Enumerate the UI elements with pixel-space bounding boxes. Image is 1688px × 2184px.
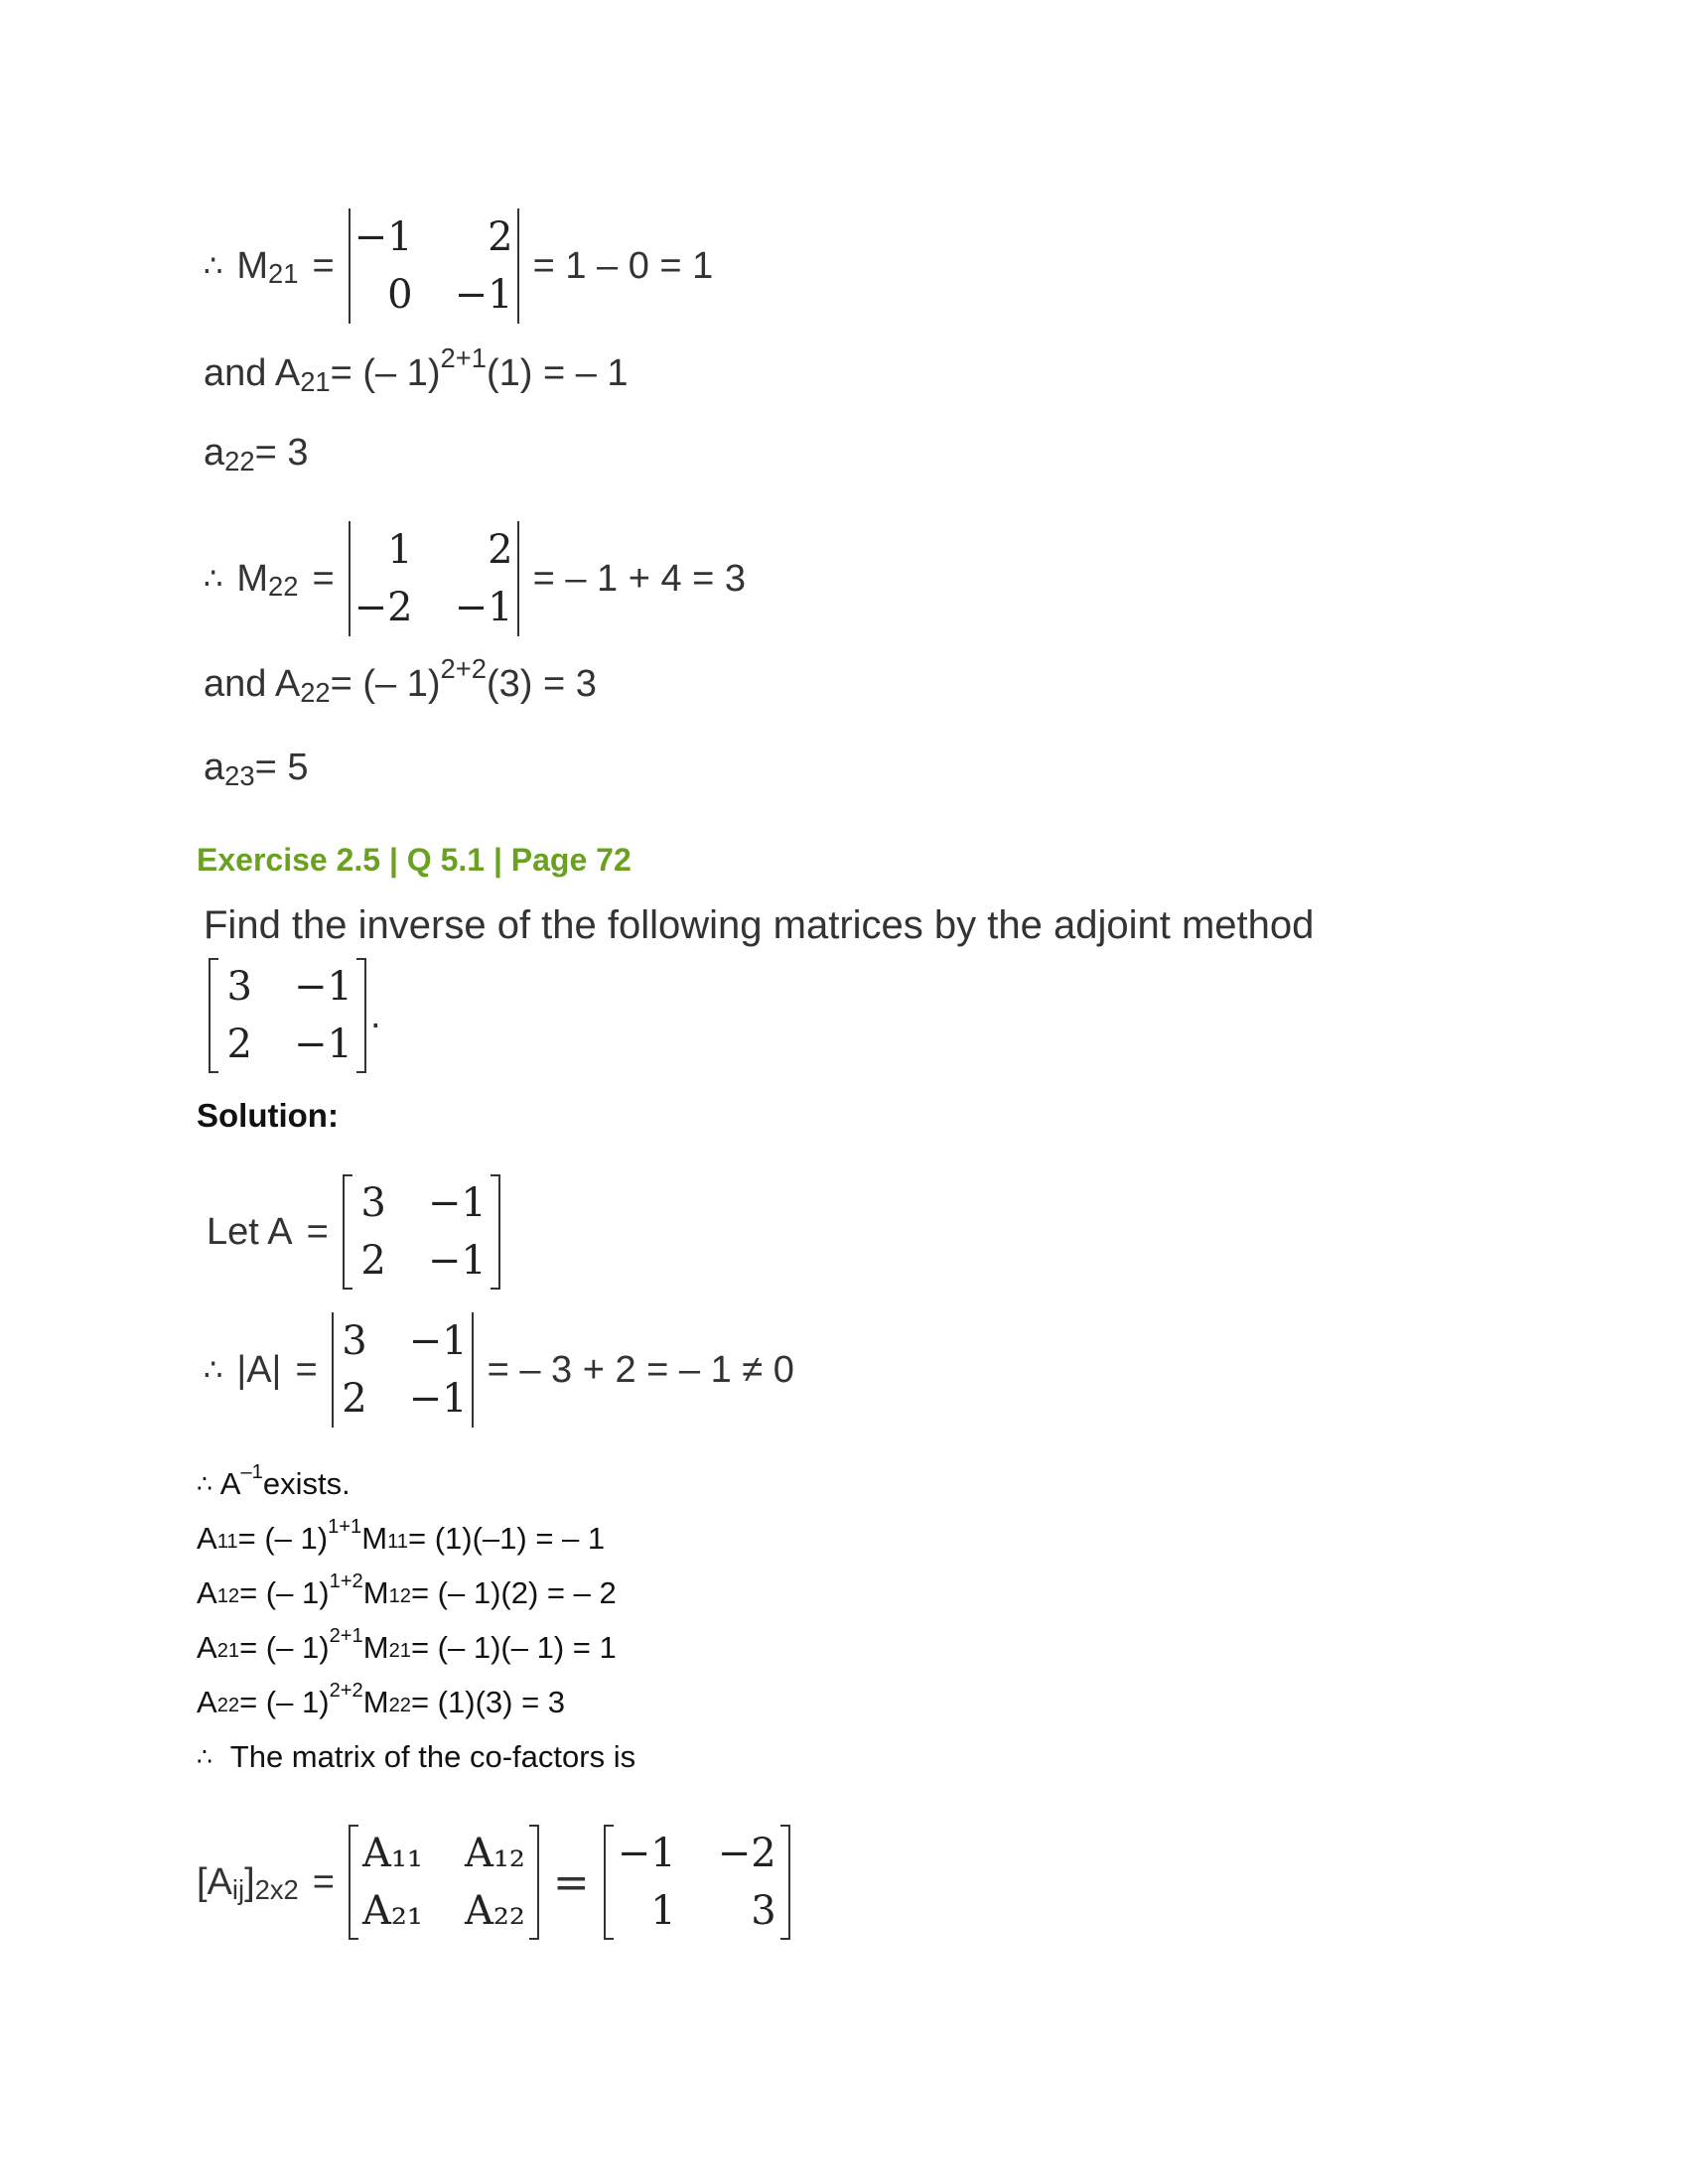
a21-subscript: 21 bbox=[300, 365, 331, 397]
matrix-entry: 2 bbox=[488, 527, 513, 573]
cofactor-mid: = (– 1) bbox=[239, 1630, 330, 1665]
cofactor-result: = (1)(3) = 3 bbox=[410, 1685, 566, 1719]
element-letter: a bbox=[204, 747, 225, 788]
matrix-entry: −1 bbox=[408, 1376, 468, 1422]
minor-subscript: 11 bbox=[387, 1530, 408, 1553]
matrix-entry: −1 bbox=[427, 1180, 487, 1226]
matrix-entry: −1 bbox=[294, 1022, 352, 1067]
matrix-entry: 1 bbox=[650, 1888, 676, 1934]
m22-equation bbox=[204, 521, 746, 636]
matrix-entry: −1 bbox=[294, 964, 352, 1010]
therefore-symbol: ∴ bbox=[204, 561, 223, 596]
matrix-entry: −2 bbox=[717, 1831, 776, 1876]
cofactor-matrix-size: 2x2 bbox=[254, 1874, 299, 1906]
matrix-entry: 0 bbox=[387, 272, 413, 318]
minor-letter: M bbox=[362, 1575, 389, 1610]
cofactor-subscript: 22 bbox=[216, 1694, 240, 1716]
therefore-symbol: ∴ bbox=[197, 1744, 212, 1771]
minor-letter: M bbox=[361, 1521, 388, 1556]
let-a-label: Let A bbox=[207, 1210, 293, 1253]
equals-sign: = bbox=[312, 1860, 335, 1903]
a23-element bbox=[204, 747, 308, 789]
matrix-entry: 3 bbox=[342, 1318, 367, 1364]
cofactor-matrix-label-close: ] bbox=[244, 1860, 255, 1903]
matrix-entry: 2 bbox=[342, 1376, 367, 1422]
question-matrix-line bbox=[197, 958, 381, 1073]
solution-label: Solution: bbox=[197, 1097, 339, 1134]
a22-subscript: 22 bbox=[300, 676, 331, 708]
element-value: = 5 bbox=[254, 747, 309, 788]
matrix-entry: A₁₁ bbox=[361, 1831, 423, 1876]
cofactor-result: = (– 1)(– 1) = 1 bbox=[410, 1630, 617, 1665]
cofactor-value-matrix bbox=[604, 1825, 790, 1940]
minor-subscript: 12 bbox=[388, 1584, 411, 1607]
inverse-exponent: –1 bbox=[240, 1461, 263, 1484]
m22-result: = – 1 + 4 = 3 bbox=[532, 557, 747, 600]
cofactor-letter: A bbox=[197, 1575, 217, 1610]
minor-subscript: 21 bbox=[388, 1639, 411, 1662]
cofactor-result: = (1)(–1) = – 1 bbox=[408, 1521, 606, 1556]
matrix-entry: −1 bbox=[353, 214, 413, 260]
cofactor-matrix-label-subscript: ij bbox=[231, 1874, 245, 1906]
a21-prefix: and A bbox=[204, 352, 301, 394]
m21-letter: M bbox=[236, 244, 268, 287]
matrix-entry: −1 bbox=[454, 272, 513, 318]
therefore-symbol: ∴ bbox=[197, 1471, 212, 1498]
equals-sign: = bbox=[552, 1856, 590, 1908]
cofactor-mid: = (– 1) bbox=[239, 1575, 330, 1610]
matrix-entry: 2 bbox=[488, 214, 513, 260]
m21-result: = 1 – 0 = 1 bbox=[532, 244, 714, 287]
a22-prefix: and A bbox=[204, 663, 301, 705]
a21-mid: = (– 1) bbox=[330, 352, 441, 394]
equals-sign: = bbox=[306, 1210, 329, 1253]
matrix-entry: −2 bbox=[353, 585, 413, 630]
cofactor-exponent: 2+2 bbox=[329, 1680, 363, 1703]
matrix-a bbox=[343, 1174, 500, 1290]
equals-sign: = bbox=[312, 557, 335, 600]
cofactor-exponent: 1+1 bbox=[328, 1516, 362, 1539]
det-a-equation bbox=[204, 1312, 794, 1428]
a22-rest: (3) = 3 bbox=[486, 663, 597, 705]
matrix-entry: 3 bbox=[226, 964, 252, 1010]
matrix-entry: −1 bbox=[617, 1831, 676, 1876]
matrix-entry: 2 bbox=[360, 1238, 386, 1284]
matrix-entry: −1 bbox=[408, 1318, 468, 1364]
matrix-entry: A₂₂ bbox=[464, 1888, 525, 1934]
matrix-entry: A₁₂ bbox=[464, 1831, 525, 1876]
cofactor-a21 bbox=[197, 1625, 617, 1666]
cofactor-exponent: 1+2 bbox=[329, 1570, 363, 1593]
cofactor-matrix-equation bbox=[197, 1825, 804, 1940]
m21-determinant bbox=[349, 208, 519, 324]
cofactor-letter: A bbox=[197, 1685, 217, 1719]
m22-subscript: 22 bbox=[268, 571, 299, 603]
cofactor-subscript: 11 bbox=[216, 1530, 238, 1553]
therefore-symbol: ∴ bbox=[204, 1352, 223, 1387]
element-value: = 3 bbox=[254, 432, 309, 474]
minor-letter: M bbox=[362, 1630, 389, 1665]
cofactor-result: = (– 1)(2) = – 2 bbox=[410, 1575, 617, 1610]
inverse-text: exists. bbox=[262, 1466, 351, 1501]
det-a-result: = – 3 + 2 = – 1 ≠ 0 bbox=[487, 1348, 794, 1391]
a21-equation bbox=[204, 342, 629, 397]
matrix-entry: 3 bbox=[360, 1180, 386, 1226]
cofactor-letter: A bbox=[197, 1630, 217, 1665]
matrix-entry: 3 bbox=[751, 1888, 776, 1934]
minor-subscript: 22 bbox=[388, 1694, 411, 1716]
a21-exponent: 2+1 bbox=[440, 342, 487, 374]
det-a-label: |A| bbox=[236, 1348, 282, 1391]
m21-subscript: 21 bbox=[268, 258, 299, 290]
cofactor-subscript: 21 bbox=[216, 1639, 240, 1662]
let-a-equation bbox=[207, 1174, 514, 1290]
question-period: . bbox=[369, 994, 381, 1036]
exercise-heading: Exercise 2.5 | Q 5.1 | Page 72 bbox=[197, 842, 632, 878]
m22-determinant bbox=[349, 521, 519, 636]
a22-element bbox=[204, 432, 308, 475]
cofactor-mid: = (– 1) bbox=[237, 1521, 329, 1556]
element-letter: a bbox=[204, 432, 225, 474]
question-text: Find the inverse of the following matrices by the adjoint method bbox=[204, 903, 1315, 947]
element-subscript: 22 bbox=[224, 445, 255, 477]
cofactor-a11 bbox=[197, 1516, 606, 1557]
matrix-entry: −1 bbox=[427, 1238, 487, 1284]
det-a-determinant bbox=[332, 1312, 474, 1428]
m21-equation bbox=[204, 208, 713, 324]
cofactor-a22 bbox=[197, 1680, 566, 1720]
matrix-entry: A₂₁ bbox=[361, 1888, 423, 1934]
cofactor-subscript: 12 bbox=[216, 1584, 240, 1607]
equals-sign: = bbox=[295, 1348, 318, 1391]
element-subscript: 23 bbox=[224, 759, 255, 791]
inverse-exists bbox=[197, 1461, 351, 1502]
a22-equation bbox=[204, 653, 597, 708]
inverse-letter: A bbox=[219, 1466, 241, 1501]
cofactor-a12 bbox=[197, 1570, 617, 1611]
cofactor-mid: = (– 1) bbox=[239, 1685, 330, 1719]
matrix-entry: 1 bbox=[387, 527, 413, 573]
cofactor-intro bbox=[197, 1739, 635, 1775]
therefore-symbol: ∴ bbox=[204, 248, 223, 283]
question-matrix bbox=[209, 958, 366, 1073]
cofactor-letter: A bbox=[197, 1521, 217, 1556]
minor-letter: M bbox=[362, 1685, 389, 1719]
cofactor-matrix-label: [A bbox=[197, 1860, 232, 1903]
matrix-entry: −1 bbox=[454, 585, 513, 630]
m22-letter: M bbox=[236, 557, 268, 600]
cofactor-intro-text: The matrix of the co-factors is bbox=[229, 1739, 636, 1774]
equals-sign: = bbox=[312, 244, 335, 287]
a21-rest: (1) = – 1 bbox=[486, 352, 629, 394]
matrix-entry: 2 bbox=[226, 1022, 252, 1067]
cofactor-exponent: 2+1 bbox=[329, 1625, 363, 1648]
a22-exponent: 2+2 bbox=[440, 653, 487, 685]
a22-mid: = (– 1) bbox=[330, 663, 441, 705]
cofactor-symbolic-matrix bbox=[349, 1825, 539, 1940]
